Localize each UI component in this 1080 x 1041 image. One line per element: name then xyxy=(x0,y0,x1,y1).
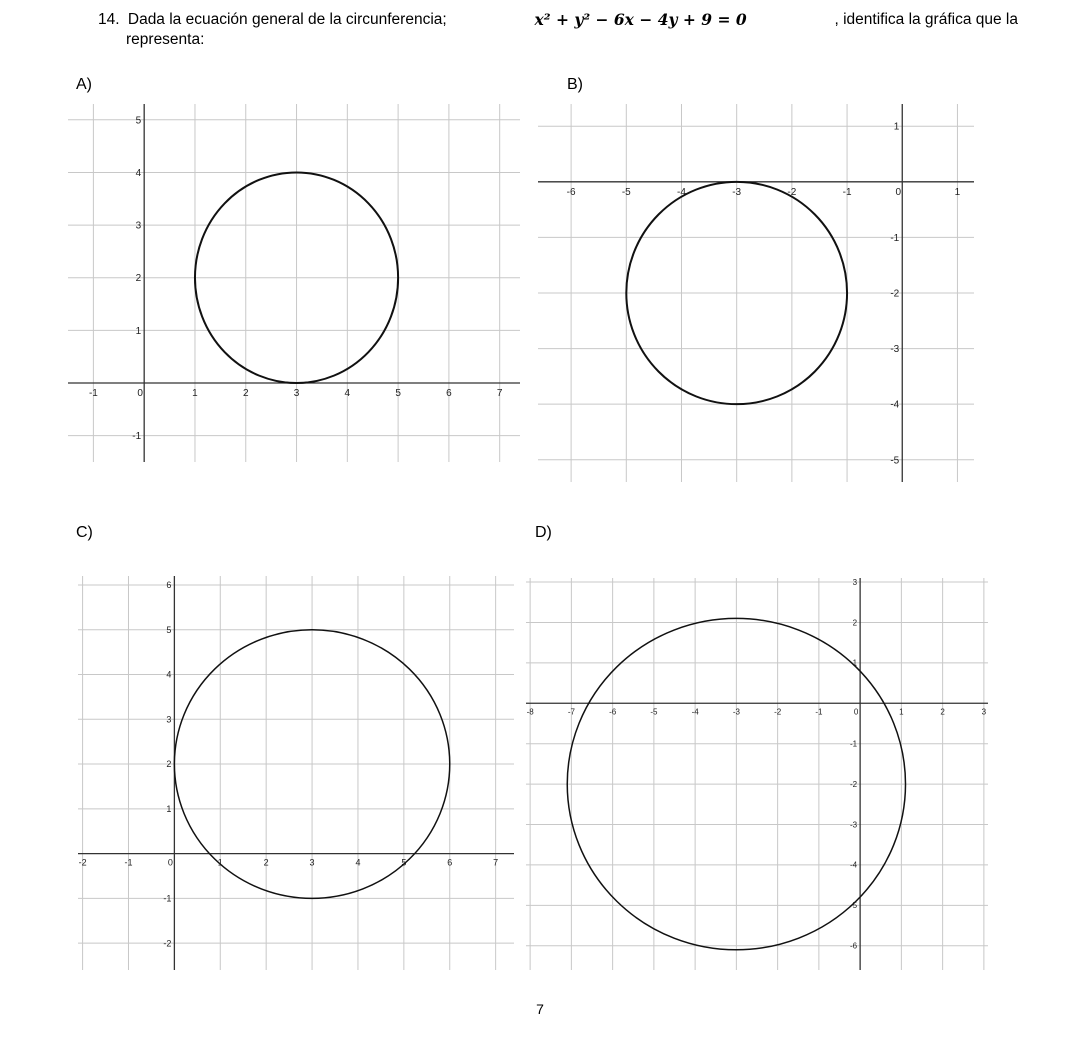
x-tick-label: -8 xyxy=(526,707,534,717)
x-tick-label: 6 xyxy=(446,388,452,400)
x-tick-label: 4 xyxy=(344,388,351,400)
x-tick-label: -4 xyxy=(677,186,686,198)
y-tick-label: 3 xyxy=(135,220,142,232)
y-tick-label: -1 xyxy=(850,739,858,749)
x-tick-label: 0 xyxy=(853,707,859,717)
x-tick-label: -2 xyxy=(787,186,797,198)
y-tick-label: -5 xyxy=(850,901,858,911)
y-tick-label: -1 xyxy=(163,893,172,904)
y-tick-label: 6 xyxy=(166,580,172,591)
x-tick-label: 7 xyxy=(493,857,499,868)
y-tick-label: 4 xyxy=(135,167,142,179)
y-tick-label: 2 xyxy=(852,618,858,628)
question-number: 14. xyxy=(98,11,120,28)
x-tick-label: 3 xyxy=(981,707,987,717)
x-tick-label: 5 xyxy=(395,388,401,400)
x-tick-label: 0 xyxy=(137,388,143,400)
x-tick-label: 5 xyxy=(401,857,407,868)
x-tick-label: 7 xyxy=(496,388,503,400)
graph-option-d xyxy=(526,578,988,970)
question-intro xyxy=(98,10,447,30)
x-tick-label: 1 xyxy=(954,186,961,198)
y-tick-label: 1 xyxy=(893,121,900,133)
question-line-2: representa: xyxy=(126,31,205,48)
option-b-label: B) xyxy=(567,76,583,93)
x-tick-label: 0 xyxy=(895,186,902,198)
x-tick-label: 3 xyxy=(293,388,300,400)
x-tick-label: 1 xyxy=(192,388,198,400)
x-tick-label: -1 xyxy=(842,186,852,198)
y-tick-label: 1 xyxy=(852,658,858,668)
y-tick-label: 1 xyxy=(166,803,172,814)
x-tick-label: 2 xyxy=(940,707,945,717)
y-tick-label: -6 xyxy=(850,941,858,951)
x-tick-label: -1 xyxy=(88,388,98,400)
x-tick-label: 4 xyxy=(355,857,361,868)
page-number: 7 xyxy=(536,1001,544,1017)
x-tick-label: 2 xyxy=(242,388,249,400)
x-tick-label: -6 xyxy=(566,186,576,198)
question-line-1 xyxy=(98,10,1018,30)
y-tick-label: -2 xyxy=(163,938,172,949)
x-tick-label: -1 xyxy=(124,857,133,868)
x-tick-label: -4 xyxy=(691,707,699,717)
y-tick-label: -4 xyxy=(890,399,900,411)
x-tick-label: -1 xyxy=(815,707,823,717)
y-tick-label: -5 xyxy=(890,455,900,467)
x-tick-label: -3 xyxy=(732,186,742,198)
y-tick-label: 5 xyxy=(166,624,172,635)
x-tick-label: 3 xyxy=(309,857,315,868)
y-tick-label: 4 xyxy=(166,669,172,680)
question-text-after: , identifica la gráfica que la xyxy=(834,11,1018,28)
y-tick-label: 2 xyxy=(166,759,172,770)
y-tick-label: 3 xyxy=(852,577,858,587)
x-tick-label: -2 xyxy=(774,707,782,717)
y-tick-label: -1 xyxy=(132,431,142,443)
y-tick-label: -2 xyxy=(890,288,900,300)
x-tick-label: 1 xyxy=(899,707,904,717)
x-tick-label: -5 xyxy=(650,707,658,717)
graph-option-b xyxy=(538,104,974,482)
x-tick-label: -2 xyxy=(78,857,87,868)
y-tick-label: -3 xyxy=(850,820,858,830)
question-14 xyxy=(98,10,1018,50)
x-tick-label: -7 xyxy=(567,707,575,717)
graph-option-a xyxy=(68,104,520,462)
graph-option-c xyxy=(78,576,514,970)
x-tick-label: -3 xyxy=(732,707,740,717)
y-tick-label: -1 xyxy=(890,232,900,244)
equation: x² + y² − 6x − 4y + 9 = 0 xyxy=(534,10,747,29)
x-tick-label: -5 xyxy=(621,186,631,198)
y-tick-label: 2 xyxy=(135,273,142,285)
x-tick-label: -6 xyxy=(609,707,617,717)
option-a-label: A) xyxy=(76,76,92,93)
option-d-label: D) xyxy=(535,524,552,541)
x-tick-label: 0 xyxy=(167,857,173,868)
y-tick-label: -4 xyxy=(850,860,858,870)
y-tick-label: 5 xyxy=(135,115,142,127)
y-tick-label: -3 xyxy=(890,344,900,356)
y-tick-label: -2 xyxy=(850,779,858,789)
y-tick-label: 3 xyxy=(166,714,172,725)
question-text: Dada la ecuación general de la circunferencia; xyxy=(127,11,447,28)
x-tick-label: 2 xyxy=(263,857,269,868)
x-tick-label: 1 xyxy=(217,857,223,868)
x-tick-label: 6 xyxy=(447,857,453,868)
y-tick-label: 1 xyxy=(135,325,142,337)
option-c-label: C) xyxy=(76,524,93,541)
